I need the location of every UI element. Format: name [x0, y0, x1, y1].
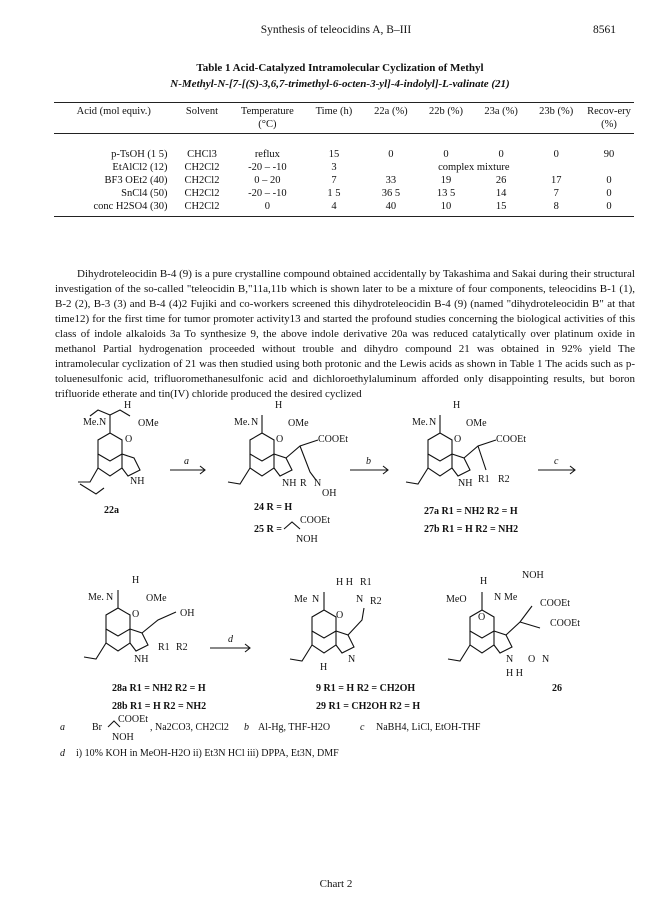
cell-time: 15: [328, 149, 340, 160]
atom-label: R2: [370, 596, 382, 607]
cell-temp: 0: [264, 201, 270, 212]
atom-label: N: [312, 594, 320, 605]
atom-label: R2: [176, 642, 188, 653]
chart-label: Chart 2: [319, 878, 353, 890]
atom-label: N: [356, 594, 364, 605]
atom-label: H: [480, 576, 488, 587]
structure-27: [406, 400, 526, 535]
body-paragraph: Dihydroteleocidin B-4 (9) is a pure crystalline compound obtained accidentally by Takashima and Sakai during their structural investigation of the so-called "teleocidin B,"11a,11b which is shown later to be a mixture of four components, teleocidins B-1 (1), B-2 (2), B-3 (3) and B-4 (4)2 Fujiki and co-workers screened this dihydroteleocidin B-4 (9) (named "dihydroteleocidin B" at that time12) for the first time for tumor promoter activity13 and started the profound studies concerning the biological activities of this class of indole alkaloids 3a To synthesize 9, the above indole derivative 20a was reduced catalytically over platinum oxide in methanol Partial hydrogenation proceeded without trouble and dihydro compound 21 was obtained in 92% yield The intramolecular cyclization of 21 was then studied using both protonic and the Lewis acids as shown in Table 1 The acids such as p-toluenesulfonic acid, trifluoromethanesulfonic acid and dichloroethylaluminum afforded only disappointing results, but boron trifluoride etherate and tin(IV) chloride produced the desired cyclized: [55, 268, 635, 400]
atom-label: H: [275, 400, 283, 411]
condition-letter-d: d: [60, 748, 65, 759]
table-caption-line1: Table 1 Acid-Catalyzed Intramolecular Cyclization of Methyl: [196, 62, 484, 74]
col-time: Time (h): [315, 106, 353, 117]
col-acid: Acid (mol equiv.): [76, 106, 151, 117]
body-text: [55, 267, 635, 402]
structure-24: [228, 400, 348, 545]
atom-label: OMe: [138, 418, 159, 429]
cell-recovery: [584, 161, 634, 174]
condition-a-reagent: Br: [92, 722, 102, 733]
cell-temp: 0 – 20: [254, 175, 281, 186]
arrow-label-a: a: [184, 456, 189, 467]
cell-time: 1 5: [327, 188, 341, 199]
atom-label: H: [132, 575, 140, 586]
condition-b-reagent: Al-Hg, THF-H2O: [258, 722, 331, 733]
atom-label: Me.: [83, 417, 99, 428]
reaction-conditions: [60, 714, 481, 759]
atom-label: N: [251, 417, 259, 428]
cell-22a: 0: [388, 149, 394, 160]
cell-acid: p-TsOH (1 5): [111, 149, 168, 160]
cell-recovery: 0: [606, 175, 612, 186]
table-row: [54, 174, 634, 187]
arrow-label-c: c: [554, 456, 559, 467]
atom-label: R1: [360, 577, 372, 588]
atom-label: R1: [158, 642, 170, 653]
cell-23a: 14: [495, 188, 507, 199]
table-caption-line2: N-Methyl-N-[7-[(S)-3,6,7-trimethyl-6-octen-3-yl]-4-indolyl]-L-valinate (21): [170, 78, 510, 90]
structure-28: [84, 575, 206, 712]
atom-label: N: [506, 654, 514, 665]
table-caption: [50, 60, 630, 92]
atom-label: OMe: [146, 593, 167, 604]
atom-label: R1: [478, 474, 490, 485]
atom-label: COOEt: [300, 515, 330, 526]
structure-22a: [78, 400, 159, 516]
cell-solvent: CH2Cl2: [184, 188, 220, 199]
atom-label: R: [300, 478, 307, 489]
atom-label: NH: [130, 476, 145, 487]
cell-23a: 26: [495, 175, 507, 186]
atom-label: O: [276, 434, 284, 445]
atom-label: N: [494, 592, 502, 603]
atom-label: OH: [180, 608, 195, 619]
cell-22b: 0: [443, 149, 449, 160]
cell-solvent: CH2Cl2: [184, 162, 220, 173]
atom-label: COOEt: [118, 714, 148, 725]
arrow-label-d: d: [228, 634, 233, 645]
atom-label: COOEt: [318, 434, 348, 445]
atom-label: H: [453, 400, 461, 411]
atom-label: Me.: [88, 592, 104, 603]
atom-label: NH: [282, 478, 297, 489]
reaction-scheme: [0, 400, 672, 878]
cell-solvent: CHCl3: [187, 149, 217, 160]
col-23b: 23b (%): [539, 106, 574, 117]
atom-label: COOEt: [550, 618, 580, 629]
condition-letter-b: b: [244, 722, 249, 733]
cell-recovery: 90: [603, 149, 615, 160]
structure-26: [446, 570, 580, 694]
results-table: [54, 102, 634, 217]
cell-23b: 0: [553, 149, 559, 160]
atom-label: NOH: [522, 570, 544, 581]
col-solvent: Solvent: [185, 106, 218, 117]
table-header-row: [54, 103, 634, 134]
col-23a: 23a (%): [484, 106, 518, 117]
condition-d-reagent: i) 10% KOH in MeOH-H2O ii) Et3N HCl iii) DPPA, Et3N, DMF: [76, 748, 339, 759]
atom-label: H: [124, 400, 132, 411]
condition-c-reagent: NaBH4, LiCl, EtOH-THF: [376, 722, 481, 733]
compound-label-29: 29 R1 = CH2OH R2 = H: [316, 701, 421, 712]
compound-label-27b: 27b R1 = H R2 = NH2: [424, 524, 519, 535]
cell-acid: SnCl4 (50): [121, 188, 168, 199]
col-22b: 22b (%): [428, 106, 464, 117]
atom-label: N: [99, 417, 107, 428]
atom-label: MeO: [446, 594, 467, 605]
cell-acid: EtAlCl2 (12): [112, 162, 168, 173]
page-number: 8561: [593, 24, 616, 36]
cell-temp: reflux: [254, 149, 280, 160]
table-row: [54, 134, 634, 162]
condition-a-tail: , Na2CO3, CH2Cl2: [150, 722, 229, 733]
compound-label-25: 25 R =: [254, 524, 282, 535]
structure-9: [290, 577, 420, 712]
atom-label: H H: [506, 668, 523, 679]
cell-22a: 33: [385, 175, 397, 186]
atom-label: NH: [134, 654, 149, 665]
atom-label: N: [348, 654, 356, 665]
cell-acid: conc H2SO4 (30): [93, 201, 168, 212]
cell-23a: 15: [495, 201, 507, 212]
cell-23b: 17: [550, 175, 562, 186]
cell-recovery: 0: [606, 201, 612, 212]
atom-label: O: [336, 610, 344, 621]
atom-label: COOEt: [540, 598, 570, 609]
atom-label: Me: [294, 594, 308, 605]
cell-temp: -20 – -10: [248, 162, 287, 173]
arrow-label-b: b: [366, 456, 371, 467]
atom-label: N: [314, 478, 322, 489]
cell-23b: 8: [553, 201, 559, 212]
cell-time: 3: [331, 162, 337, 173]
cell-temp: -20 – -10: [248, 188, 287, 199]
atom-label: OMe: [466, 418, 487, 429]
cell-22b: 13 5: [436, 188, 456, 199]
atom-label: COOEt: [496, 434, 526, 445]
cell-22b: 19: [440, 175, 452, 186]
table-row: [54, 161, 634, 174]
compound-label-24: 24 R = H: [254, 502, 293, 513]
arrow-d: [210, 634, 250, 652]
table-row: [54, 200, 634, 217]
col-22a: 22a (%): [374, 106, 408, 117]
atom-label: H: [320, 662, 328, 673]
cell-recovery: 0: [606, 188, 612, 199]
atom-label: O: [478, 612, 486, 623]
arrow-b: [350, 456, 388, 474]
cell-time: 4: [331, 201, 337, 212]
compound-label-27a: 27a R1 = NH2 R2 = H: [424, 506, 518, 517]
atom-label: Me: [504, 592, 518, 603]
atom-label: O: [454, 434, 462, 445]
atom-label: Me.: [234, 417, 250, 428]
cell-22a: 36 5: [381, 188, 401, 199]
atom-label: OMe: [288, 418, 309, 429]
atom-label: H H: [336, 577, 353, 588]
atom-label: N: [429, 417, 437, 428]
atom-label: Me.: [412, 417, 428, 428]
atom-label: N: [106, 592, 114, 603]
atom-label: NH: [458, 478, 473, 489]
atom-label: NOH: [296, 534, 318, 545]
table-row: [54, 187, 634, 200]
atom-label: N: [542, 654, 550, 665]
running-title: Synthesis of teleocidins A, B–III: [260, 24, 412, 36]
condition-letter-a: a: [60, 722, 65, 733]
cell-solvent: CH2Cl2: [184, 201, 220, 212]
atom-label: NOH: [112, 732, 134, 743]
condition-letter-c: c: [360, 722, 365, 733]
col-temperature: Temperature (°C): [240, 106, 294, 130]
atom-label: R2: [498, 474, 510, 485]
compound-label-22a: 22a: [104, 505, 119, 516]
compound-label-9: 9 R1 = H R2 = CH2OH: [316, 683, 416, 694]
cell-22b: 10: [440, 201, 452, 212]
cell-time: 7: [331, 175, 337, 186]
atom-label: O: [125, 434, 133, 445]
cell-23a: 0: [498, 149, 504, 160]
atom-label: OH: [322, 488, 337, 499]
arrow-a: [170, 456, 205, 474]
atom-label: O: [132, 609, 140, 620]
atom-label: O: [528, 654, 536, 665]
compound-label-28b: 28b R1 = H R2 = NH2: [112, 701, 207, 712]
compound-label-26: 26: [552, 683, 562, 694]
col-recovery: Recov-ery (%): [587, 106, 631, 130]
arrow-c: [538, 456, 575, 474]
compound-label-28a: 28a R1 = NH2 R2 = H: [112, 683, 206, 694]
cell-22a: 40: [385, 201, 397, 212]
cell-23b: 7: [553, 188, 559, 199]
cell-acid: BF3 OEt2 (40): [104, 175, 168, 186]
cell-solvent: CH2Cl2: [184, 175, 220, 186]
cell-complex-mixture: complex mixture: [438, 162, 510, 173]
